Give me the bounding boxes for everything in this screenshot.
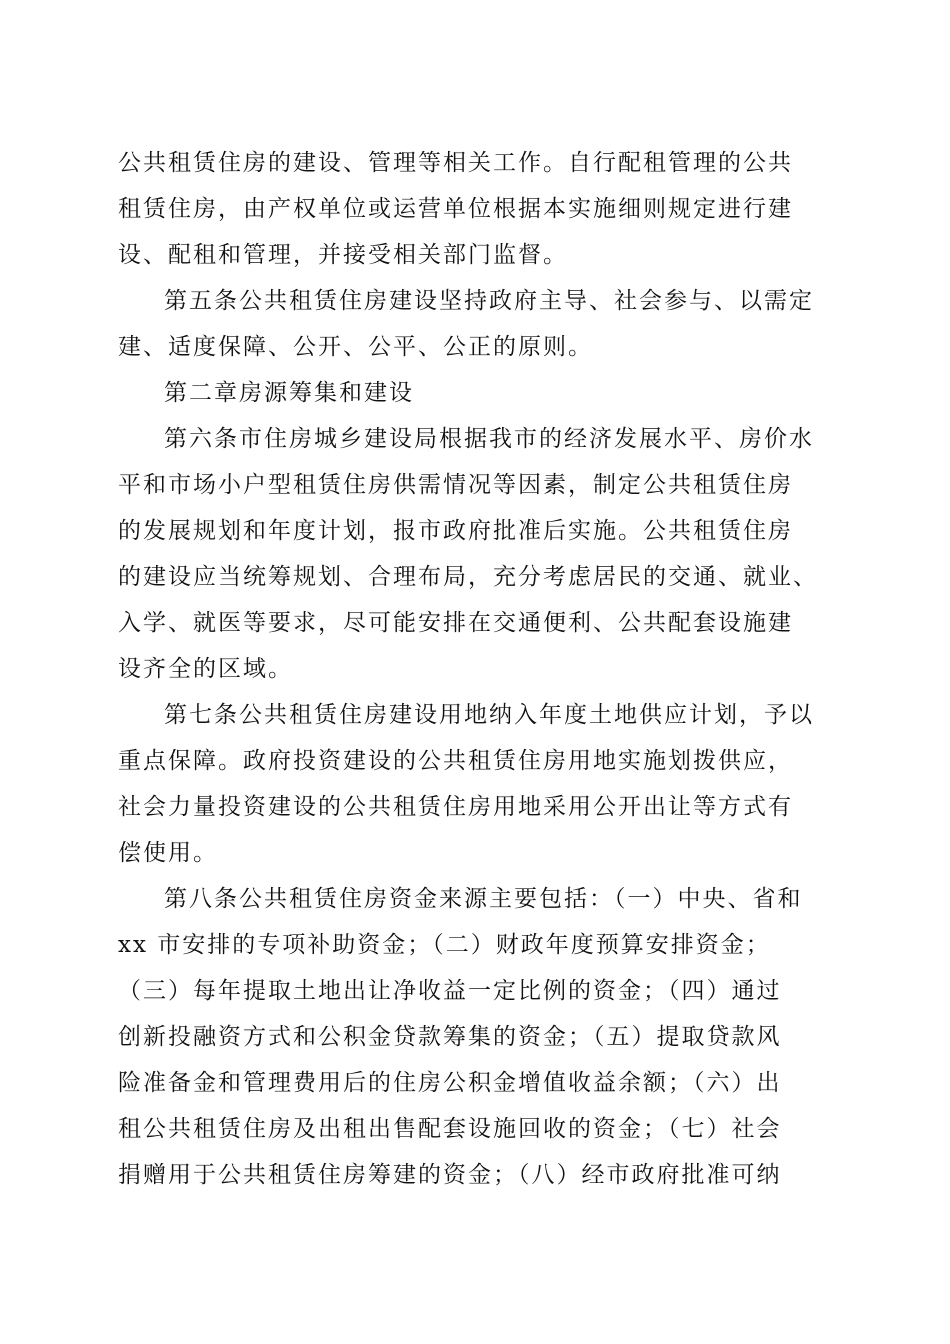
text-line: 的发展规划和年度计划，报市政府批准后实施。公共租赁住房 bbox=[118, 518, 793, 544]
text-line: 偿使用。 bbox=[118, 840, 218, 866]
paragraph-article-5 bbox=[118, 278, 832, 370]
text-line: 捐赠用于公共租赁住房筹建的资金；（八）经市政府批准可纳 bbox=[118, 1162, 782, 1188]
paragraph-article-7 bbox=[118, 692, 832, 876]
text-line: （三）每年提取土地出让净收益一定比例的资金；（四）通过 bbox=[118, 978, 782, 1004]
paragraph-continuation bbox=[118, 140, 832, 278]
text-line: 建、适度保障、公开、公平、公正的原则。 bbox=[118, 334, 593, 360]
paragraph-article-6 bbox=[118, 416, 832, 692]
text-line: 入学、就医等要求，尽可能安排在交通便利、公共配套设施建 bbox=[118, 610, 793, 636]
text-line: 租赁住房，由产权单位或运营单位根据本实施细则规定进行建 bbox=[118, 196, 793, 222]
text-line: 险准备金和管理费用后的住房公积金增值收益余额；（六）出 bbox=[118, 1070, 782, 1096]
text-line: 设、配租和管理，并接受相关部门监督。 bbox=[118, 242, 568, 268]
text-line: xx 市安排的专项补助资金；（二）财政年度预算安排资金； bbox=[118, 932, 771, 958]
text-line: 第八条公共租赁住房资金来源主要包括：（一）中央、省和 bbox=[164, 886, 803, 912]
text-line: 的建设应当统筹规划、合理布局，充分考虑居民的交通、就业、 bbox=[118, 564, 818, 590]
chapter-heading bbox=[118, 370, 832, 416]
text-line: 第二章房源筹集和建设 bbox=[164, 380, 414, 406]
text-line: 平和市场小户型租赁住房供需情况等因素，制定公共租赁住房 bbox=[118, 472, 793, 498]
paragraph-article-8 bbox=[118, 876, 832, 1198]
text-line: 设齐全的区域。 bbox=[118, 656, 293, 682]
text-line: 第七条公共租赁住房建设用地纳入年度土地供应计划，予以 bbox=[164, 702, 814, 728]
text-line: 创新投融资方式和公积金贷款筹集的资金；（五）提取贷款风 bbox=[118, 1024, 782, 1050]
text-line: 社会力量投资建设的公共租赁住房用地采用公开出让等方式有 bbox=[118, 794, 793, 820]
text-line: 第六条市住房城乡建设局根据我市的经济发展水平、房价水 bbox=[164, 426, 814, 452]
text-line: 重点保障。政府投资建设的公共租赁住房用地实施划拨供应， bbox=[118, 748, 793, 774]
text-line: 第五条公共租赁住房建设坚持政府主导、社会参与、以需定 bbox=[164, 288, 814, 314]
text-line: 租公共租赁住房及出租出售配套设施回收的资金；（七）社会 bbox=[118, 1116, 782, 1142]
document-body bbox=[118, 140, 832, 1198]
text-line: 公共租赁住房的建设、管理等相关工作。自行配租管理的公共 bbox=[118, 150, 793, 176]
